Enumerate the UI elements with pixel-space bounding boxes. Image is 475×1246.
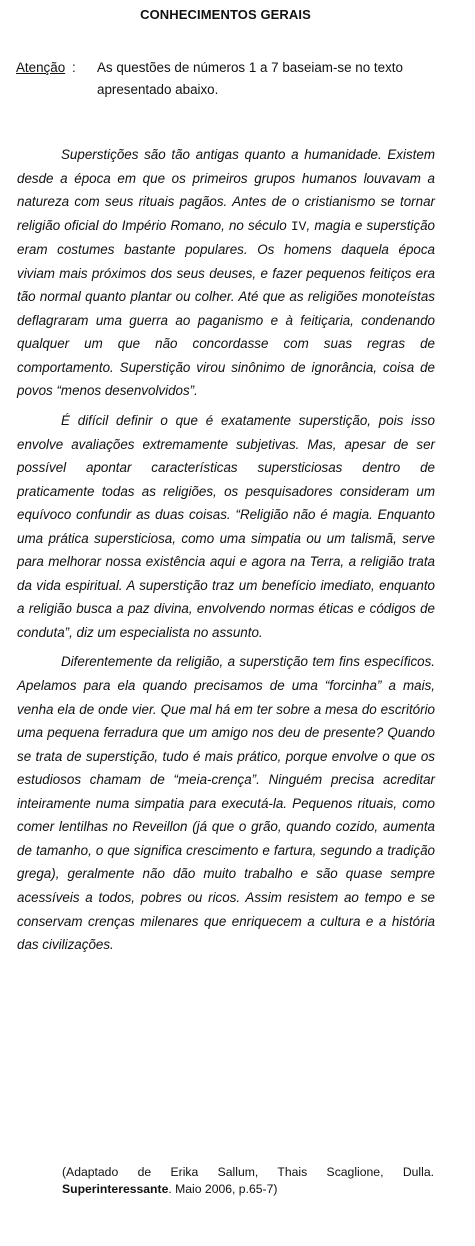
paragraph-1-start: Superstições são tão antigas quanto a humanidade. Existem desde a época em que os primeiros grupos humanos louvavam a natureza com seus rituais pagãos. Antes de o cristianismo se tornar religião oficial do Império Romano, no século xyxy=(17,147,435,233)
notice-label: Atenção xyxy=(16,60,66,75)
publication-name: Superinteressante xyxy=(62,1182,169,1196)
paragraph-1 xyxy=(17,143,435,403)
notice-text: As questões de números 1 a 7 baseiam-se no texto apresentado abaixo. xyxy=(97,60,403,97)
notice-colon: : xyxy=(72,60,76,75)
source-citation xyxy=(62,1164,434,1198)
paragraph-2: É difícil definir o que é exatamente superstição, pois isso envolve avaliações extremamente subjetivas. Mas, apesar de ser possível apontar características supersticiosas dentro de praticamente todas as religiões, os pesquisadores consideram um equívoco confundir as duas coisas. “Religião não é magia. Enquanto uma prática supersticiosa, como uma simpatia ou um talismã, serve para melhorar nossa existência aqui e agora na Terra, a religião trata da vida espiritual. A superstição traz um benefício imediato, enquanto a religião busca a paz divina, envolvendo normas éticas e códigos de conduta”, diz um especialista no assunto. xyxy=(17,413,435,640)
citation-prefix: (Adaptado de Erika Sallum, Thais Scaglione, Dulla. xyxy=(62,1165,434,1179)
paragraph-3: Diferentemente da religião, a superstição tem fins específicos. Apelamos para ela quando precisamos de uma “forcinha” a mais, venha ela de onde vier. Que mal há em ter sobre a mesa do escritório uma pequena ferradura que um amigo nos deu de presente? Quando se trata de superstição, tudo é mais prático, porque envolve o que os estudiosos chamam de “meia-crença”. Ninguém precisa acreditar inteiramente numa simpatia para executá-la. Pequenos rituais, como comer lentilhas no Reveillon (já que o grão, quando cozido, aumenta de tamanho, o que significa crescimento e fartura, segundo a tradição grega), geralmente não dão muito trabalho e são quase sempre acessíveis a todos, pobres ou ricos. Assim resistem ao tempo e se conservam crenças milenares que enriquecem a cultura e a história das civilizações. xyxy=(17,654,435,953)
paragraph-1-end: , magia e superstição eram costumes bastante populares. Os homens daquela época viviam mais próximos dos seus deuses, e fazer pequenos feitiços era tão normal quanto plantar ou colher. Até que as religiões monoteístas deflagraram uma guerra ao paganismo e à feitiçaria, condenando qualquer um que não concordasse com suas regras de comportamento. Superstição virou sinônimo de ignorância, coisa de povos “menos desenvolvidos”. xyxy=(17,217,435,399)
article-body xyxy=(17,143,435,963)
roman-numeral: IV xyxy=(290,218,307,234)
section-title: CONHECIMENTOS GERAIS xyxy=(140,7,311,22)
citation-suffix: . Maio 2006, p.65-7) xyxy=(168,1182,278,1196)
